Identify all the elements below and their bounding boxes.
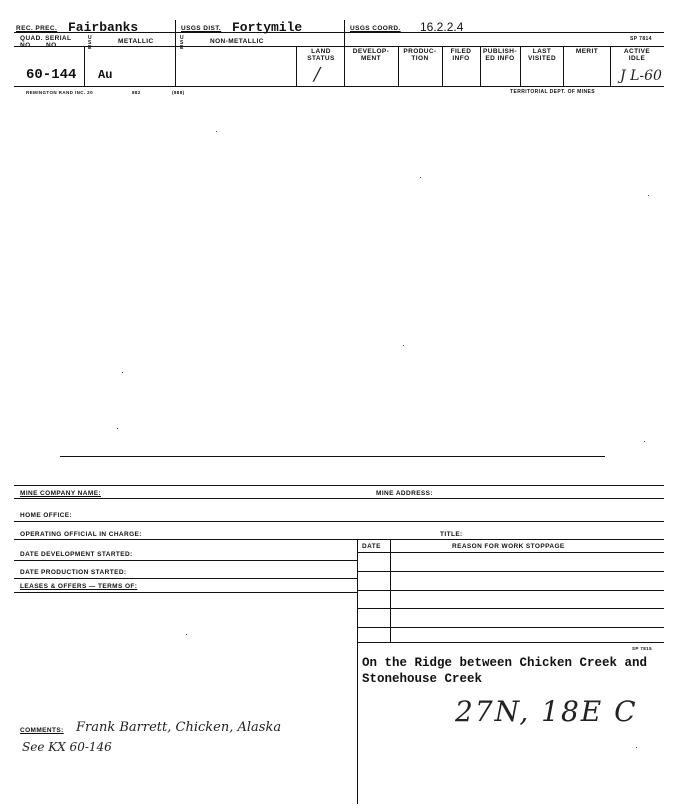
usgs-dist-label: USGS DIST. — [181, 25, 222, 32]
mine-address-label: MINE ADDRESS: — [376, 490, 433, 497]
col-quad-serial: QUAD. SERIAL NO. NO. — [20, 35, 72, 49]
col-active-idle: ACTIVE IDLE — [623, 48, 651, 62]
header-row-divider — [14, 46, 664, 47]
reason-row-line — [357, 627, 664, 628]
col-non-metallic: NON-METALLIC — [210, 38, 264, 45]
prod-started-label: DATE PRODUCTION STARTED: — [20, 569, 127, 576]
quad-serial-value: 60-144 — [26, 67, 77, 83]
divider-v — [296, 46, 297, 86]
row-line — [14, 498, 664, 499]
comments-label: COMMENTS: — [20, 727, 64, 734]
divider-v — [442, 46, 443, 86]
divider-v — [520, 46, 521, 86]
location-text: On the Ridge between Chicken Creek and Stonehouse Creek — [362, 656, 648, 686]
operating-official-label: OPERATING OFFICIAL IN CHARGE: — [20, 531, 142, 538]
divider-v — [84, 46, 85, 86]
row-line — [14, 539, 664, 540]
usgs-dist-value: Fortymile — [232, 20, 303, 35]
dev-started-label: DATE DEVELOPMENT STARTED: — [20, 551, 133, 558]
card-bottom-line — [14, 86, 664, 87]
footer-right: TERRITORIAL DEPT. OF MINES — [510, 89, 595, 95]
mine-company-label: MINE COMPANY NAME: — [20, 490, 101, 497]
date-label: DATE — [362, 543, 381, 550]
center-divider — [357, 539, 358, 804]
active-idle-value: J L-60 — [620, 68, 662, 84]
col-use-nonmetallic: U S E — [180, 35, 185, 51]
land-status-value: / — [314, 64, 321, 85]
row-line — [14, 485, 664, 486]
row-line — [14, 592, 357, 593]
col-metallic: METALLIC — [118, 38, 154, 45]
title-label: TITLE: — [440, 531, 463, 538]
divider-v — [610, 46, 611, 86]
col-use-metallic: U S E — [88, 35, 93, 51]
rec-prec-value: Fairbanks — [68, 20, 139, 35]
comments-value: Frank Barrett, Chicken, Alaska — [76, 720, 282, 735]
reason-header-line — [357, 552, 664, 553]
row-line — [14, 578, 357, 579]
col-development: DEVELOP- MENT — [352, 48, 390, 62]
divider-v — [398, 46, 399, 86]
col-land-status: LAND STATUS — [307, 48, 335, 62]
divider-v — [344, 20, 345, 86]
col-last-visited: LAST VISITED — [527, 48, 557, 62]
township-note: 27N, 18E C — [455, 695, 638, 728]
reason-row-line — [357, 608, 664, 609]
reason-row-line — [357, 590, 664, 591]
usgs-coord-value: 16.2.2.4 — [420, 20, 464, 34]
leases-label: LEASES & OFFERS — TERMS OF: — [20, 583, 138, 590]
rec-prec-label: REC. PREC. — [16, 25, 58, 32]
col-published-info: PUBLISH- ED INFO — [483, 48, 517, 62]
reason-row-line — [357, 571, 664, 572]
divider-v — [563, 46, 564, 86]
reason-row-line — [357, 642, 664, 643]
footer-left: REMINGTON RAND INC. 20 — [26, 90, 93, 95]
footer-mid1: 882 — [132, 90, 141, 95]
col-merit: MERIT — [575, 48, 599, 55]
top-border — [60, 456, 605, 457]
row-line — [14, 521, 664, 522]
see-note: See KX 60-146 — [22, 740, 112, 754]
col-production: PRODUC- TION — [403, 48, 437, 62]
metallic-value: Au — [98, 68, 113, 82]
divider-v — [175, 20, 176, 86]
row-line — [14, 560, 357, 561]
home-office-label: HOME OFFICE: — [20, 512, 73, 519]
divider-v — [480, 46, 481, 86]
usgs-coord-label: USGS COORD. — [350, 25, 401, 32]
footer-mid2: (888) — [172, 90, 185, 95]
col-filed-info: FILED INFO — [450, 48, 472, 62]
reason-label: REASON FOR WORK STOPPAGE — [452, 543, 565, 550]
form-number-2: SP 7815 — [632, 646, 652, 651]
form-number: SP 7814 — [630, 36, 652, 42]
